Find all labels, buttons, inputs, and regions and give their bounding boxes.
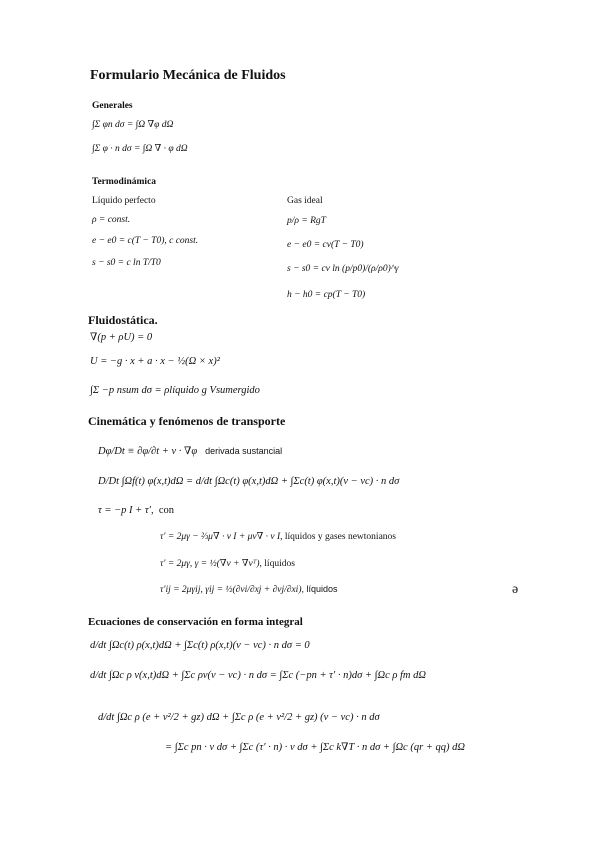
fluidostatica-heading: Fluidostática. (88, 313, 158, 327)
termo-left-eq: e − e0 = c(T − T0), c const. (92, 236, 199, 246)
generales-eq-1: ∫Σ φn dσ = ∫Ω ∇φ dΩ (92, 120, 174, 130)
generales-eq-2: ∫Σ φ · n dσ = ∫Ω ∇ · φ dΩ (92, 144, 188, 154)
mass-conservation-eq: d/dt ∫Ωc(t) ρ(x,t)dΩ + ∫Σc(t) ρ(x,t)(v − vc) · n dσ = 0 (90, 640, 310, 651)
energy-conservation-eq-2: = ∫Σc pn · v dσ + ∫Σc (τ′ · n) · v dσ + ∫Σc k∇T · n dσ + ∫Ωc (qr + qq) dΩ (165, 742, 465, 753)
liquid-stress-note: , líquidos (259, 559, 295, 569)
stress-tensor-note: con (158, 505, 174, 516)
fluidostatica-eq: ∇(p + ρU) = 0 (90, 332, 153, 343)
reynolds-transport-eq: D/Dt ∫Ωf(t) φ(x,t)dΩ = d/dt ∫Ωc(t) φ(x,t)dΩ + ∫Σc(t) φ(x,t)(v − vc) · n dσ (98, 476, 400, 487)
stress-tensor-formula: τ = −p I + τ′, (98, 505, 154, 516)
stress-tensor-eq (98, 505, 174, 518)
energy-conservation-eq-1: d/dt ∫Ωc ρ (e + v²/2 + gz) dΩ + ∫Σc ρ (e + v²/2 + gz) (v − vc) · n dσ (98, 712, 380, 723)
conservacion-heading: Ecuaciones de conservación en forma integral (88, 616, 303, 628)
index-stress-note: , líquidos (301, 584, 338, 594)
fluidostatica-eq: U = −g · x + a · x − ½(Ω × x)² (90, 356, 220, 367)
substantial-derivative-note: derivada sustancial (205, 446, 283, 456)
momentum-conservation-eq: d/dt ∫Ωc ρ v(x,t)dΩ + ∫Σc ρv(v − vc) · n dσ = ∫Σc (−pn + τ′ · n)dσ + ∫Ωc ρ fm dΩ (90, 670, 426, 681)
page-title: Formulario Mecánica de Fluidos (90, 68, 286, 83)
generales-heading: Generales (92, 101, 133, 111)
termo-right-eq: e − e0 = cv(T − T0) (287, 240, 364, 250)
newtonian-stress-note: , líquidos y gases newtonianos (280, 532, 396, 542)
cinematica-eq-1 (98, 446, 282, 459)
liquid-stress-formula: τ′ = 2μγ, γ = ½(∇v + ∇vᵀ) (160, 559, 260, 569)
newtonian-stress-eq (160, 532, 396, 543)
margin-mark-icon: ə (512, 582, 519, 597)
termo-right-label: Gas ideal (287, 196, 323, 206)
termo-left-eq: s − s0 = c ln T/T0 (92, 258, 161, 268)
termo-left-label: Líquido perfecto (92, 196, 156, 206)
termo-left-eq: ρ = const. (92, 215, 131, 225)
substantial-derivative-eq: Dφ/Dt ≡ ∂φ/∂t + v · ∇φ (98, 446, 198, 457)
index-stress-eq (160, 584, 338, 596)
newtonian-stress-formula: τ′ = 2μγ − ⅔μ∇ · v I + μv∇ · v I (160, 532, 281, 542)
termo-right-eq: p/ρ = RgT (287, 216, 326, 226)
fluidostatica-eq: ∫Σ −p nsum dσ = ρlíquido g Vsumergido (90, 385, 260, 396)
cinematica-heading: Cinemática y fenómenos de transporte (88, 414, 286, 428)
termo-right-eq: s − s0 = cv ln (p/p0)/(ρ/ρ0)^γ (287, 264, 399, 274)
liquid-stress-eq (160, 559, 295, 570)
termo-right-eq: h − h0 = cp(T − T0) (287, 290, 366, 300)
index-stress-formula: τ′ij = 2μγij, γij = ½(∂vi/∂xj + ∂vj/∂xi) (160, 585, 302, 595)
termo-heading: Termodinámica (92, 177, 157, 187)
